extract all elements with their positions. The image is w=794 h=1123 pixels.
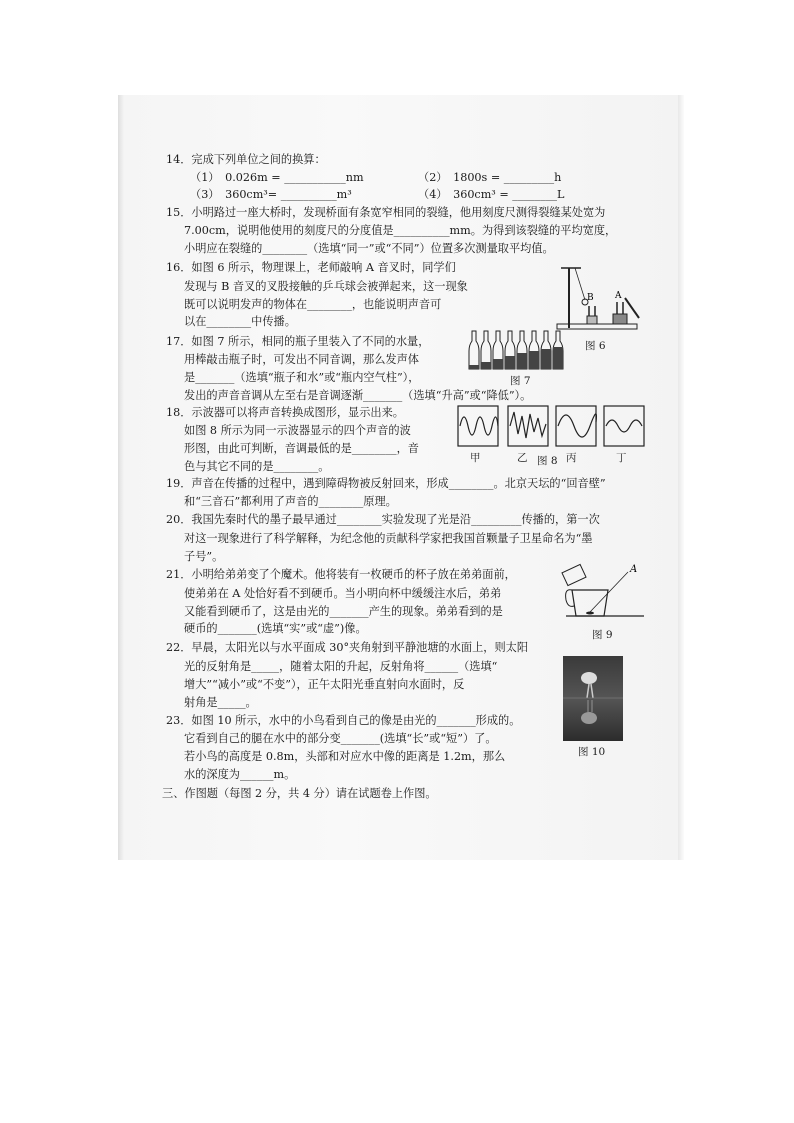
figure-6-tuning-forks: [555, 262, 645, 334]
figure-8-waveforms: [456, 404, 651, 449]
figure-10-bird-photo: [563, 656, 623, 741]
wave-label-jia: 甲: [470, 452, 481, 464]
q15-line-3: 小明应在裂缝的________（选填“同一”或“不同”）位置多次测量取平均值。: [184, 242, 554, 255]
q18-line-3: 形图，由此可判断，音调最低的是________，音: [184, 442, 419, 455]
q16-line-2: 发现与 B 音叉的叉股接触的乒乓球会被弹起来，这一现象: [184, 280, 468, 293]
q23-line-3: 若小鸟的高度是 0.8m，头部和对应水中像的距离是 1.2m，那么: [184, 750, 506, 763]
q16-line-3: 既可以说明发声的物体在________，也能说明声音可: [184, 298, 442, 311]
q21-line-2: 使弟弟在 A 处恰好看不到硬币。当小明向杯中缓缓注水后，弟弟: [184, 587, 502, 600]
q23-line-2: 它看到自己的腿在水中的部分变_______(选填“长”或“短”）了。: [184, 732, 497, 745]
figure-7-bottles: [468, 327, 566, 371]
q21-line-3: 又能看到硬币了，这是由光的_______产生的现象。弟弟看到的是: [184, 605, 503, 618]
figure-9-caption: 图 9: [592, 629, 613, 641]
q22-line-4: 射角是_____。: [184, 696, 257, 709]
q22-line-1: 22．早晨，太阳光以与水平面成 30°夹角射到平静池塘的水面上，则太阳: [166, 641, 529, 654]
q21-line-4: 硬币的_______(选填“实”或“虚”)像。: [184, 622, 367, 635]
wave-label-yi: 乙: [517, 452, 528, 464]
q14-item-2: （2） 1800s = _________h: [418, 171, 562, 184]
q17-line-4: 发出的声音音调从左至右是音调逐渐_______（选填“升高”或“降低”）。: [184, 389, 532, 402]
figure-9-cup-coin: [560, 560, 648, 622]
q16-line-4: 以在________中传播。: [184, 315, 296, 328]
q19-line-1: 19．声音在传播的过程中，遇到障碍物被反射回来，形成________。北京天坛的“回音壁”: [166, 477, 606, 490]
q23-line-1: 23．如图 10 所示，水中的小鸟看到自己的像是由光的_______形成的。: [166, 714, 521, 727]
wave-label-ding: 丁: [616, 452, 627, 464]
q17-line-1: 17．如图 7 所示，相同的瓶子里装入了不同的水量，: [166, 335, 430, 348]
q21-line-1: 21．小明给弟弟变了个魔术。他将装有一枚硬币的杯子放在弟弟面前，: [166, 568, 516, 581]
q17-line-3: 是_______（选填“瓶子和水”或“瓶内空气柱”），: [184, 371, 420, 384]
q18-line-1: 18．示波器可以将声音转换成图形，显示出来。: [166, 406, 404, 419]
q23-line-4: 水的深度为______m。: [184, 768, 296, 781]
figure-8-caption: 图 8: [537, 455, 558, 467]
q14-title: 14．完成下列单位之间的换算：: [166, 153, 326, 166]
q14-item-4: （4） 360cm³ = ________L: [418, 188, 565, 201]
figure-7-caption: 图 7: [510, 375, 531, 387]
figure-10-caption: 图 10: [578, 746, 606, 758]
q18-line-2: 如图 8 所示为同一示波器显示的四个声音的波: [184, 424, 411, 437]
q19-line-2: 和“三音石”都利用了声音的________原理。: [184, 495, 397, 508]
q15-line-2: 7.00cm，说明他使用的刻度尺的分度值是__________mm。为得到该裂缝的平均宽度，: [184, 224, 617, 237]
q17-line-2: 用棒敲击瓶子时，可发出不同音调，那么发声体: [184, 353, 419, 366]
q20-line-1: 20．我国先秦时代的墨子最早通过________实验发现了光是沿_________传播的，第一次: [166, 513, 600, 526]
fig6-label-b: B: [587, 293, 594, 303]
q22-line-3: 增大”“减小”或“不变”），正午太阳光垂直射向水面时，反: [184, 678, 465, 691]
fig6-label-a: A: [615, 291, 622, 301]
q18-line-4: 色与其它不同的是________。: [184, 460, 330, 473]
fig9-label-a: A: [630, 564, 638, 575]
q20-line-2: 对这一现象进行了科学解释，为纪念他的贡献科学家把我国首颗量子卫星命名为“墨: [184, 532, 593, 545]
q14-item-1: （1） 0.026m = ___________nm: [190, 171, 364, 184]
q20-line-3: 子号”。: [184, 550, 224, 563]
q16-line-1: 16．如图 6 所示，物理课上，老师敲响 A 音叉时，同学们: [166, 261, 456, 274]
q14-item-3: （3） 360cm³= __________m³: [190, 188, 352, 201]
q15-line-1: 15．小明路过一座大桥时，发现桥面有条宽窄相同的裂缝，他用刻度尺测得裂缝某处宽为: [166, 206, 606, 219]
wave-label-bing: 丙: [566, 452, 577, 464]
section-3-heading: 三、作图题（每图 2 分，共 4 分）请在试题卷上作图。: [162, 787, 437, 800]
q22-line-2: 光的反射角是_____，随着太阳的升起，反射角将______（选填“: [184, 660, 498, 673]
figure-6-caption: 图 6: [585, 340, 606, 352]
